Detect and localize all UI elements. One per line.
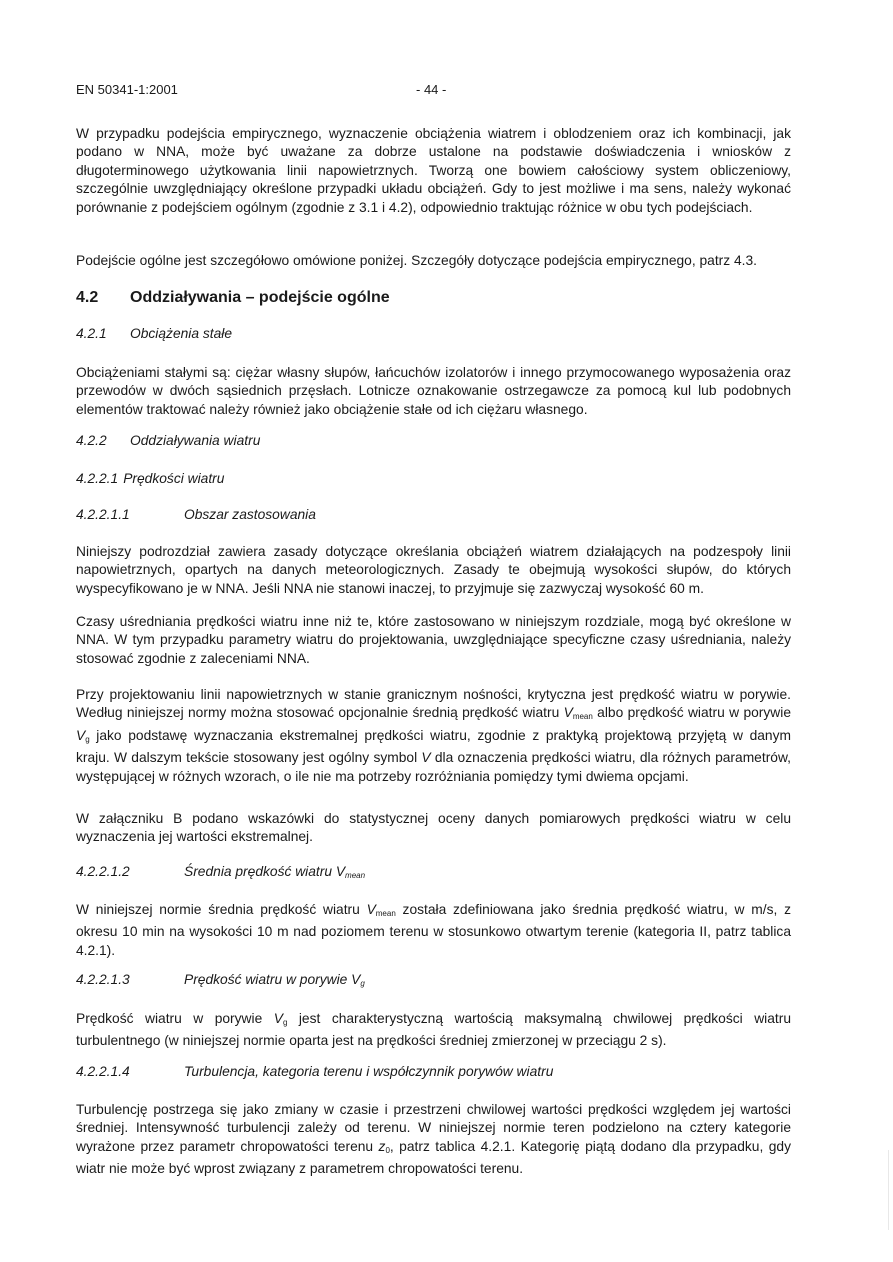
subscript-mean: mean xyxy=(375,909,396,918)
intro-paragraph-1: W przypadku podejścia empirycznego, wyznaczenie obciążenia wiatrem i oblodzeniem oraz ich kombinacji, jak podano w NNA, może być uważane za dobrze ustalone na podstawie doświadczenia i wniosków z długoterminowego użytkowania linii napowietrznych. Tworzą one bowiem całościowy system obliczeniowy, szczególnie uwzględniający określone przypadki układu obciążeń. Gdy to jest możliwe i ma sens, należy wykonać porównanie z podejściem ogólnym (zgodnie z 3.1 i 4.2), odpowiednio traktując różnice w obu tych podejściach. xyxy=(76,126,791,215)
section-4-2-2-1-2-heading xyxy=(76,864,365,880)
section-title: Prędkości wiatru xyxy=(123,471,225,486)
section-title: Oddziaływania wiatru xyxy=(130,433,261,448)
text-run: , patrz tablica 4.2.1. Kategorię piątą dodano dla przypadku, gdy wiatr nie może być wprost związany z parametrem chropowatości terenu. xyxy=(76,1138,791,1177)
section-4-2-2-1-1-paragraph-2: Czasy uśredniania prędkości wiatru inne niż te, które zastosowano w niniejszym rozdziale, mogą być określone w NNA. W tym przypadku parametry wiatru do projektowania, uwzględniające specyficzne czasy uśredniania, należy stosować zgodnie z zaleceniami NNA. xyxy=(76,614,791,666)
section-4-2-2-1-heading xyxy=(76,471,224,486)
section-title: Obciążenia stałe xyxy=(130,326,233,341)
text-run: albo prędkość wiatru w porywie xyxy=(592,705,791,721)
symbol-v: V xyxy=(273,1011,283,1026)
symbol-v: V xyxy=(351,972,361,987)
text-run: Przy projektowaniu linii napowietrznych w stanie granicznym nośności, krytyczna jest prędkość wiatru w porywie. Według niniejszej normy można stosować opcjonalnie średnią prędkość wiatru xyxy=(76,687,791,721)
symbol-z: z xyxy=(378,1138,386,1154)
section-number: 4.2.2.1 xyxy=(76,471,119,486)
section-number: 4.2.2.1.2 xyxy=(76,864,130,879)
section-4-2-2-1-1-paragraph-1: Niniejszy podrozdział zawiera zasady dotyczące określania obciążeń wiatrem działających na podzespoły linii napowietrznych, opartych na danych meteorologicznych. Zasady te obejmują wysokości słupów, do których wyspecyfikowano je w NNA. Jeśli NNA nie stanowi inaczej, to przyjmuje się zazwyczaj wysokość 60 m. xyxy=(76,544,791,596)
text-run: jest charakterystyczną wartością maksymalną chwilowej prędkości wiatru turbulentnego (w niniejszej normie oparta jest na prędkości średniej zmierzonej w przeciągu 2 s). xyxy=(76,1011,791,1049)
section-number: 4.2.2 xyxy=(76,433,107,448)
section-title: Prędkość wiatru w porywie xyxy=(184,972,352,987)
section-title: Oddziaływania – podejście ogólne xyxy=(130,289,390,306)
section-number: 4.2.2.1.4 xyxy=(76,1064,130,1079)
subscript-g: g xyxy=(360,979,365,988)
section-4-2-2-1-1-paragraph-3 xyxy=(76,686,791,786)
section-title: Obszar zastosowania xyxy=(184,507,316,522)
symbol-v: V xyxy=(421,750,431,766)
section-4-2-1-paragraph: Obciążeniami stałymi są: ciężar własny słupów, łańcuchów izolatorów i innego przymocowanego wyposażenia oraz przewodów w dwóch sąsiednich przęsłach. Lotnicze oznakowanie ostrzegawcze za pomocą kul lub podobnych elementów traktować należy również jako obciążenie stałe od ich ciężaru własnego. xyxy=(76,365,791,417)
section-4-2-2-1-2-paragraph xyxy=(76,901,791,960)
subscript-g: g xyxy=(85,734,90,744)
section-4-2-2-1-1-paragraph-4: W załączniku B podano wskazówki do statystycznej oceny danych pomiarowych prędkości wiatru w celu wyznaczenia jej wartości ekstremalnej. xyxy=(76,811,791,845)
subscript-0: 0 xyxy=(385,1145,390,1155)
subscript-mean: mean xyxy=(345,871,366,880)
section-4-2-2-1-1-heading xyxy=(76,507,316,522)
section-number: 4.2 xyxy=(76,289,99,306)
page-number: - 44 - xyxy=(416,82,447,97)
section-number: 4.2.2.1.3 xyxy=(76,972,130,987)
intro-paragraph-2: Podejście ogólne jest szczegółowo omówione poniżej. Szczegóły dotyczące podejścia empirycznego, patrz 4.3. xyxy=(76,253,758,268)
symbol-v: V xyxy=(76,727,86,743)
text-run: dla oznaczenia prędkości wiatru, dla różnych parametrów, występującej w różnych wzorach, o ile nie ma potrzeby rozróżniania pomiędzy tymi dwiema opcjami. xyxy=(76,750,791,784)
subscript-mean: mean xyxy=(572,712,593,722)
section-4-2-2-1-3-paragraph xyxy=(76,1010,791,1051)
section-4-2-2-1-4-paragraph xyxy=(76,1101,791,1179)
text-run: W niniejszej normie średnia prędkość wiatru xyxy=(76,902,367,917)
document-id: EN 50341-1:2001 xyxy=(76,82,178,97)
section-4-2-1-heading xyxy=(76,326,232,341)
section-4-2-heading xyxy=(76,289,390,307)
section-title: Turbulencja, kategoria terenu i współczynnik porywów wiatru xyxy=(184,1064,554,1079)
symbol-v: V xyxy=(563,705,573,721)
text-run: jako podstawę wyznaczania ekstremalnej prędkości wiatru, zgodnie z praktyką projektową przyjętą w danym kraju. W dalszym tekście stosowany jest ogólny symbol xyxy=(76,727,791,766)
text-run: Turbulencję postrzega się jako zmiany w czasie i przestrzeni chwilowej wartości prędkości względem jej wartości średniej. Intensywność turbulencji zależy od terenu. W niniejszej normie teren podzielono na cztery kategorie wyrażone przez parametr chropowatości terenu xyxy=(76,1102,791,1154)
symbol-v: V xyxy=(335,864,346,879)
subscript-g: g xyxy=(282,1018,288,1027)
scan-edge-mark xyxy=(888,1150,889,1230)
symbol-v: V xyxy=(366,902,376,917)
section-4-2-2-heading xyxy=(76,433,260,448)
text-run: Prędkość wiatru w porywie xyxy=(76,1011,274,1026)
section-number: 4.2.1 xyxy=(76,326,107,341)
section-4-2-2-1-4-heading xyxy=(76,1064,553,1079)
text-run: została zdefiniowana jako średnia prędkość wiatru, w m/s, z okresu 10 min na wysokości 10 m nad poziomem terenu w stosunkowo otwartym terenie (kategoria II, patrz tablica 4.2.1). xyxy=(76,902,791,958)
section-title: Średnia prędkość wiatru xyxy=(184,864,336,879)
section-4-2-2-1-3-heading xyxy=(76,972,365,988)
section-number: 4.2.2.1.1 xyxy=(76,507,130,522)
